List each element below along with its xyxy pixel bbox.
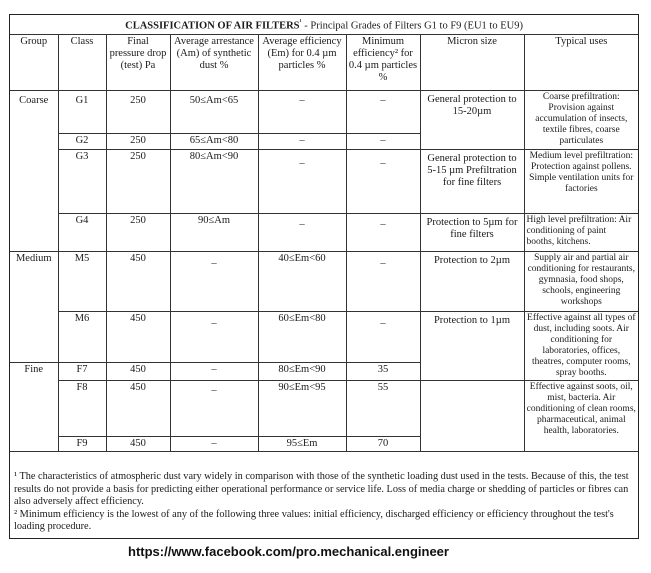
- minimum-cell: –: [346, 214, 420, 252]
- uses-cell: Effective against all types of dust, including soots. Air conditioning for laboratories, offices, theatres, computer rooms, spray booths.: [524, 312, 638, 381]
- micron-cell: Protection to 5µm for fine filters: [420, 214, 524, 252]
- group-spacer: [10, 437, 58, 452]
- group-spacer: [10, 381, 58, 437]
- class-cell: F9: [58, 437, 106, 452]
- table-row: [10, 381, 638, 437]
- pressure-cell: 250: [106, 214, 170, 252]
- header-class: Class: [58, 35, 106, 91]
- uses-cell: Medium level prefiltration: Protection against pollens. Simple ventilation units for factories: [524, 150, 638, 214]
- micron-cell: Protection to 1µm: [420, 312, 524, 381]
- class-cell: G3: [58, 150, 106, 214]
- uses-cell: Supply air and partial air conditioning for restaurants, gymnasia, food shops, schools, engineering workshops: [524, 252, 638, 312]
- pressure-cell: 250: [106, 150, 170, 214]
- table-row: [10, 91, 638, 134]
- pressure-cell: 450: [106, 252, 170, 312]
- uses-cell: Effective against soots, oil, mist, bacteria. Air conditioning of clean rooms, pharmaceutical, animal health, laboratories.: [524, 381, 638, 452]
- table-title: CLASSIFICATION OF AIR $FILTERS^{^1}$ - Principal Grades of Filters G1 to F9 (EU1 to EU9): [10, 15, 638, 35]
- group-fine: Fine: [10, 362, 58, 380]
- minimum-cell: 35: [346, 362, 420, 380]
- efficiency-cell: –: [258, 150, 346, 214]
- class-cell: G2: [58, 134, 106, 150]
- minimum-cell: 70: [346, 437, 420, 452]
- uses-cell: High level prefiltration: Air conditioning of paint booths, kitchens.: [524, 214, 638, 252]
- header-efficiency: Average efficiency (Em) for 0.4 µm particles %: [258, 35, 346, 91]
- micron-cell-empty: [420, 381, 524, 452]
- table-row: [10, 150, 638, 214]
- arrestance-cell: –: [170, 252, 258, 312]
- pressure-cell: 450: [106, 437, 170, 452]
- minimum-cell: 55: [346, 381, 420, 437]
- source-url: https://www.facebook.com/pro.mechanical.engineer: [128, 544, 449, 559]
- pressure-cell: 450: [106, 381, 170, 437]
- group-spacer: [10, 214, 58, 252]
- class-cell: G1: [58, 91, 106, 134]
- minimum-cell: –: [346, 150, 420, 214]
- arrestance-cell: 65≤Am<80: [170, 134, 258, 150]
- efficiency-cell: –: [258, 91, 346, 134]
- header-arrestance: Average arrestance (Am) of synthetic dust %: [170, 35, 258, 91]
- pressure-cell: 250: [106, 91, 170, 134]
- micron-cell: Protection to 2µm: [420, 252, 524, 312]
- group-medium: Medium: [10, 252, 58, 312]
- group-spacer: [10, 312, 58, 363]
- class-cell: M6: [58, 312, 106, 363]
- class-cell: M5: [58, 252, 106, 312]
- table-row: [10, 252, 638, 312]
- minimum-cell: –: [346, 134, 420, 150]
- micron-cell: General protection to 5-15 µm Prefiltration for fine filters: [420, 150, 524, 214]
- efficiency-cell: –: [258, 134, 346, 150]
- footnote-1: ¹ The characteristics of atmospheric dust vary widely in comparison with those of the synthetic loading dust used in the tests. Because of this, the test results do not provide a basis for predicting either operational performance or service life. Loss of media charge or shedding of particles or fibres can also adversely affect efficiency.: [14, 471, 629, 507]
- pressure-cell: 250: [106, 134, 170, 150]
- pressure-cell: 450: [106, 362, 170, 380]
- group-spacer: [10, 134, 58, 150]
- arrestance-cell: 80≤Am<90: [170, 150, 258, 214]
- class-cell: G4: [58, 214, 106, 252]
- minimum-cell: –: [346, 312, 420, 363]
- micron-cell: General protection to 15-20µm: [420, 91, 524, 150]
- group-spacer: [10, 150, 58, 214]
- efficiency-cell: 40≤Em<60: [258, 252, 346, 312]
- efficiency-cell: –: [258, 214, 346, 252]
- footnote-2: ² Minimum efficiency is the lowest of any of the following three values: initial efficiency, discharged efficiency or efficiency throughout the test's loading procedure.: [14, 508, 614, 532]
- class-cell: F7: [58, 362, 106, 380]
- footnotes: [14, 471, 634, 534]
- header-pressure: Final pressure drop (test) Pa: [106, 35, 170, 91]
- efficiency-cell: 90≤Em<95: [258, 381, 346, 437]
- arrestance-cell: –: [170, 381, 258, 437]
- minimum-cell: –: [346, 252, 420, 312]
- header-minimum: Minimum efficiency² for 0.4 µm particles %: [346, 35, 420, 91]
- efficiency-cell: 80≤Em<90: [258, 362, 346, 380]
- filter-classification-table: [10, 15, 638, 452]
- table-row: [10, 214, 638, 252]
- arrestance-cell: 90≤Am: [170, 214, 258, 252]
- header-micron: Micron size: [420, 35, 524, 91]
- uses-cell: Coarse prefiltration: Provision against accumulation of insects, textile fibres, coarse particulates: [524, 91, 638, 150]
- minimum-cell: –: [346, 91, 420, 134]
- efficiency-cell: 95≤Em: [258, 437, 346, 452]
- header-group: Group: [10, 35, 58, 91]
- pressure-cell: 450: [106, 312, 170, 363]
- table-row: [10, 312, 638, 363]
- efficiency-cell: 60≤Em<80: [258, 312, 346, 363]
- arrestance-cell: 50≤Am<65: [170, 91, 258, 134]
- arrestance-cell: –: [170, 437, 258, 452]
- group-coarse: Coarse: [10, 91, 58, 134]
- arrestance-cell: –: [170, 312, 258, 363]
- class-cell: F8: [58, 381, 106, 437]
- filter-classification-table-frame: [9, 14, 639, 539]
- arrestance-cell: –: [170, 362, 258, 380]
- header-uses: Typical uses: [524, 35, 638, 91]
